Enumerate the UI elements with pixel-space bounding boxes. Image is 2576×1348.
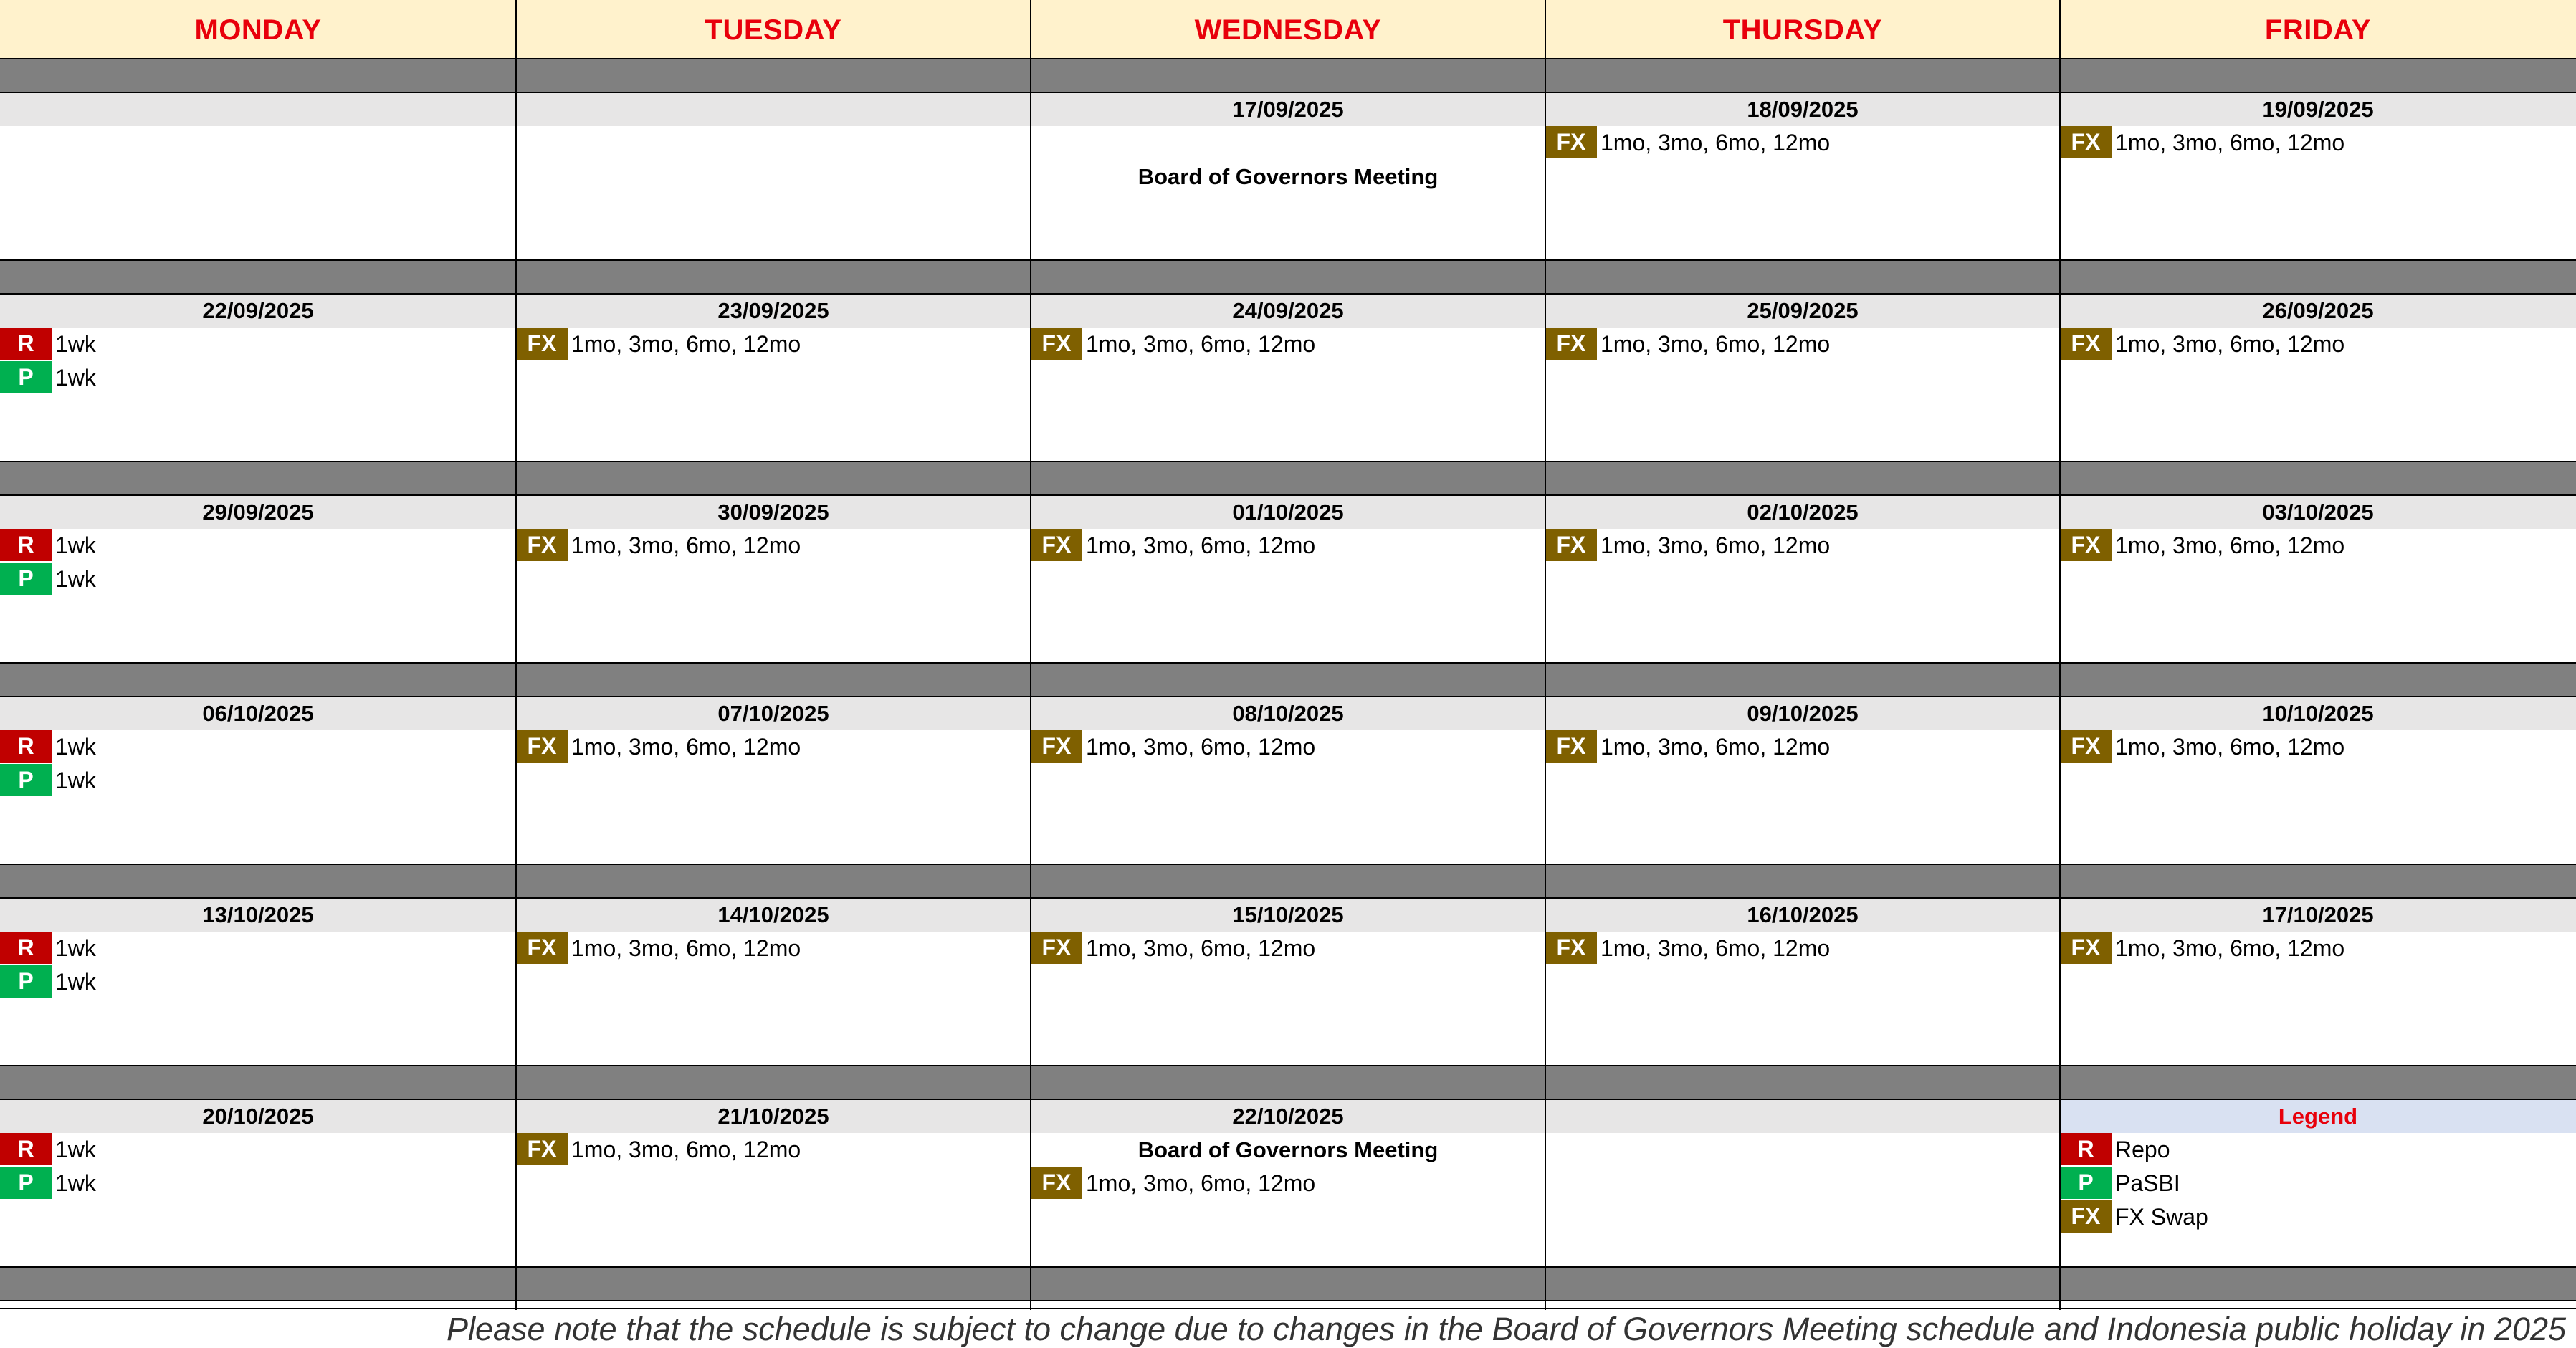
fx-swap-badge: FX [516, 328, 568, 360]
row-divider [0, 1065, 2576, 1066]
auction-item-fx-swap [516, 932, 1031, 965]
tenor-text: 1mo, 3mo, 6mo, 12mo [571, 1137, 801, 1162]
day-cell [2060, 495, 2576, 663]
tenor-text: 1mo, 3mo, 6mo, 12mo [1601, 331, 1831, 357]
row-divider [0, 662, 2576, 664]
tenor-text: 1mo, 3mo, 6mo, 12mo [1086, 935, 1316, 961]
cell-date: 26/09/2025 [2060, 294, 2576, 328]
fx-swap-badge: FX [2060, 328, 2112, 360]
legend-title: Legend [2060, 1099, 2576, 1133]
auction-item-fx-swap [1031, 932, 1545, 965]
auction-item-pasbi [0, 361, 516, 395]
repo-badge: R [0, 529, 52, 561]
fx-swap-badge: FX [1031, 529, 1082, 561]
day-cell [2060, 898, 2576, 1066]
day-cell [0, 1099, 516, 1267]
row-divider [0, 494, 2576, 496]
fx-swap-badge: FX [2060, 126, 2112, 158]
column-divider [515, 0, 517, 1310]
pasbi-badge: P [0, 361, 52, 393]
board-meeting-event: Board of Governors Meeting [1137, 1137, 1439, 1162]
cell-date: 22/09/2025 [0, 294, 516, 328]
fx-swap-badge: FX [2060, 1200, 2112, 1233]
auction-item-repo [0, 932, 516, 965]
cell-date: 19/09/2025 [2060, 92, 2576, 126]
fx-swap-badge: FX [1545, 730, 1597, 763]
day-cell [1031, 92, 1545, 260]
tenor-text: 1mo, 3mo, 6mo, 12mo [2115, 935, 2345, 961]
cell-date: 15/10/2025 [1031, 898, 1545, 932]
cell-date: 25/09/2025 [1545, 294, 2060, 328]
fx-swap-badge: FX [1031, 932, 1082, 964]
day-cell [2060, 697, 2576, 864]
row-divider [0, 1308, 2576, 1309]
row-divider [0, 293, 2576, 295]
tenor-text: 1wk [55, 1170, 96, 1196]
row-divider [0, 897, 2576, 899]
fx-swap-badge: FX [2060, 932, 2112, 964]
tenor-text: 1wk [55, 331, 96, 357]
tenor-text: 1mo, 3mo, 6mo, 12mo [571, 935, 801, 961]
auction-item-fx-swap [2060, 126, 2576, 160]
day-cell [1031, 898, 1545, 1066]
day-cell [1545, 1099, 2060, 1267]
row-divider [0, 1099, 2576, 1100]
day-cell [516, 898, 1031, 1066]
cell-date: 30/09/2025 [516, 495, 1031, 529]
legend-label: PaSBI [2115, 1170, 2180, 1196]
pasbi-badge: P [0, 764, 52, 796]
fx-swap-badge: FX [516, 730, 568, 763]
auction-item-fx-swap [2060, 730, 2576, 764]
pasbi-badge: P [2060, 1167, 2112, 1199]
column-divider [1545, 0, 1546, 1310]
day-cell [0, 294, 516, 462]
pasbi-badge: P [0, 1167, 52, 1199]
auction-item-repo [0, 529, 516, 563]
auction-item-pasbi [0, 965, 516, 999]
cell-date [516, 92, 1031, 126]
auction-item-fx-swap [516, 529, 1031, 563]
week-separator [0, 462, 2576, 495]
auction-item-pasbi [0, 764, 516, 798]
fx-swap-badge: FX [1545, 126, 1597, 158]
week-separator [0, 1066, 2576, 1099]
column-divider [1030, 0, 1031, 1310]
cell-date: 22/10/2025 [1031, 1099, 1545, 1133]
fx-swap-badge: FX [1545, 529, 1597, 561]
tenor-text: 1mo, 3mo, 6mo, 12mo [1601, 935, 1831, 961]
tenor-text: 1mo, 3mo, 6mo, 12mo [1086, 734, 1316, 760]
repo-badge: R [0, 932, 52, 964]
cell-date: 21/10/2025 [516, 1099, 1031, 1133]
fx-swap-badge: FX [1031, 1167, 1082, 1199]
cell-date: 23/09/2025 [516, 294, 1031, 328]
pasbi-badge: P [0, 563, 52, 595]
tenor-text: 1mo, 3mo, 6mo, 12mo [2115, 331, 2345, 357]
auction-item-repo [0, 328, 516, 361]
day-cell [516, 294, 1031, 462]
row-divider [0, 92, 2576, 93]
repo-badge: R [0, 730, 52, 763]
day-header-monday: MONDAY [194, 14, 322, 46]
row-divider [0, 461, 2576, 462]
tenor-text: 1mo, 3mo, 6mo, 12mo [1601, 734, 1831, 760]
day-cell [1031, 1099, 1545, 1267]
fx-swap-badge: FX [516, 1133, 568, 1165]
tenor-text: 1wk [55, 365, 96, 391]
legend-item-repo [2060, 1133, 2576, 1167]
cell-date: 02/10/2025 [1545, 495, 2060, 529]
cell-date: 01/10/2025 [1031, 495, 1545, 529]
tenor-text: 1mo, 3mo, 6mo, 12mo [1086, 1170, 1316, 1196]
day-header-thursday: THURSDAY [1722, 14, 1883, 46]
tenor-text: 1wk [55, 1137, 96, 1162]
tenor-text: 1mo, 3mo, 6mo, 12mo [2115, 130, 2345, 156]
cell-date: 08/10/2025 [1031, 697, 1545, 730]
cell-date: 10/10/2025 [2060, 697, 2576, 730]
auction-item-fx-swap [1545, 328, 2060, 361]
day-cell [2060, 294, 2576, 462]
day-cell [1545, 294, 2060, 462]
auction-item-fx-swap [1545, 529, 2060, 563]
tenor-text: 1mo, 3mo, 6mo, 12mo [1601, 532, 1831, 558]
tenor-text: 1mo, 3mo, 6mo, 12mo [2115, 532, 2345, 558]
tenor-text: 1wk [55, 566, 96, 592]
day-cell [1545, 697, 2060, 864]
tenor-text: 1mo, 3mo, 6mo, 12mo [1601, 130, 1831, 156]
fx-swap-badge: FX [1031, 328, 1082, 360]
day-cell [0, 898, 516, 1066]
auction-item-fx-swap [2060, 328, 2576, 361]
day-cell [516, 697, 1031, 864]
row-divider [0, 259, 2576, 261]
tenor-text: 1wk [55, 734, 96, 760]
week-separator [0, 59, 2576, 92]
auction-item-fx-swap [1031, 730, 1545, 764]
cell-date: 03/10/2025 [2060, 495, 2576, 529]
fx-swap-badge: FX [516, 529, 568, 561]
auction-item-fx-swap [2060, 932, 2576, 965]
day-cell [0, 92, 516, 260]
auction-item-fx-swap [1545, 932, 2060, 965]
cell-date: 17/09/2025 [1031, 92, 1545, 126]
cell-date [1545, 1099, 2060, 1133]
week-separator [0, 1267, 2576, 1301]
week-separator [0, 663, 2576, 697]
day-cell [516, 1099, 1031, 1267]
auction-item-fx-swap [1545, 126, 2060, 160]
cell-date: 18/09/2025 [1545, 92, 2060, 126]
day-cell [1031, 495, 1545, 663]
day-cell [1031, 697, 1545, 864]
fx-swap-badge: FX [1545, 932, 1597, 964]
day-header-wednesday: WEDNESDAY [1194, 14, 1382, 46]
cell-date: 29/09/2025 [0, 495, 516, 529]
auction-item-fx-swap [2060, 529, 2576, 563]
tenor-text: 1wk [55, 532, 96, 558]
week-separator [0, 864, 2576, 898]
legend-item-pasbi [2060, 1167, 2576, 1200]
auction-item-pasbi [0, 563, 516, 596]
row-divider [0, 864, 2576, 865]
day-cell [516, 92, 1031, 260]
auction-item-fx-swap [516, 328, 1031, 361]
cell-date: 24/09/2025 [1031, 294, 1545, 328]
day-header-friday: FRIDAY [2264, 14, 2372, 46]
day-cell [2060, 92, 2576, 260]
board-meeting-event: Board of Governors Meeting [1137, 164, 1439, 189]
fx-swap-badge: FX [2060, 730, 2112, 763]
fx-swap-badge: FX [1031, 730, 1082, 763]
week-separator [0, 260, 2576, 294]
auction-item-fx-swap [1031, 529, 1545, 563]
auction-item-fx-swap [516, 1133, 1031, 1167]
tenor-text: 1wk [55, 935, 96, 961]
day-cell [516, 495, 1031, 663]
auction-item-repo [0, 1133, 516, 1167]
tenor-text: 1wk [55, 768, 96, 793]
cell-date: 06/10/2025 [0, 697, 516, 730]
auction-item-fx-swap [1031, 1167, 1545, 1200]
tenor-text: 1mo, 3mo, 6mo, 12mo [571, 532, 801, 558]
tenor-text: 1mo, 3mo, 6mo, 12mo [2115, 734, 2345, 760]
cell-date [0, 92, 516, 126]
row-divider [0, 1300, 2576, 1301]
auction-item-repo [0, 730, 516, 764]
tenor-text: 1mo, 3mo, 6mo, 12mo [571, 734, 801, 760]
column-divider [2059, 0, 2061, 1310]
day-header-tuesday: TUESDAY [705, 14, 842, 46]
tenor-text: 1mo, 3mo, 6mo, 12mo [1086, 532, 1316, 558]
day-cell [1545, 92, 2060, 260]
fx-swap-badge: FX [1545, 328, 1597, 360]
repo-badge: R [0, 328, 52, 360]
day-cell [0, 697, 516, 864]
cell-date: 16/10/2025 [1545, 898, 2060, 932]
legend-panel [2060, 1099, 2576, 1267]
cell-date: 13/10/2025 [0, 898, 516, 932]
day-cell [1031, 294, 1545, 462]
tenor-text: 1mo, 3mo, 6mo, 12mo [1086, 331, 1316, 357]
schedule-footnote: Please note that the schedule is subject to change due to changes in the Board of Governors Meeting schedule and Indonesia public holiday in 2025 [446, 1311, 2566, 1347]
repo-badge: R [0, 1133, 52, 1165]
fx-swap-badge: FX [2060, 529, 2112, 561]
tenor-text: 1wk [55, 969, 96, 995]
row-divider [0, 1266, 2576, 1268]
repo-badge: R [2060, 1133, 2112, 1165]
pasbi-badge: P [0, 965, 52, 998]
auction-item-fx-swap [1545, 730, 2060, 764]
day-cell [1545, 495, 2060, 663]
auction-item-pasbi [0, 1167, 516, 1200]
legend-label: FX Swap [2115, 1204, 2208, 1230]
legend-label: Repo [2115, 1137, 2170, 1162]
auction-item-fx-swap [1031, 328, 1545, 361]
row-divider [0, 696, 2576, 697]
cell-date: 07/10/2025 [516, 697, 1031, 730]
day-cell [0, 495, 516, 663]
cell-date: 14/10/2025 [516, 898, 1031, 932]
cell-date: 09/10/2025 [1545, 697, 2060, 730]
row-divider [0, 58, 2576, 59]
tenor-text: 1mo, 3mo, 6mo, 12mo [571, 331, 801, 357]
day-cell [1545, 898, 2060, 1066]
auction-item-fx-swap [516, 730, 1031, 764]
cell-date: 17/10/2025 [2060, 898, 2576, 932]
legend-item-fx-swap [2060, 1200, 2576, 1234]
cell-date: 20/10/2025 [0, 1099, 516, 1133]
fx-swap-badge: FX [516, 932, 568, 964]
